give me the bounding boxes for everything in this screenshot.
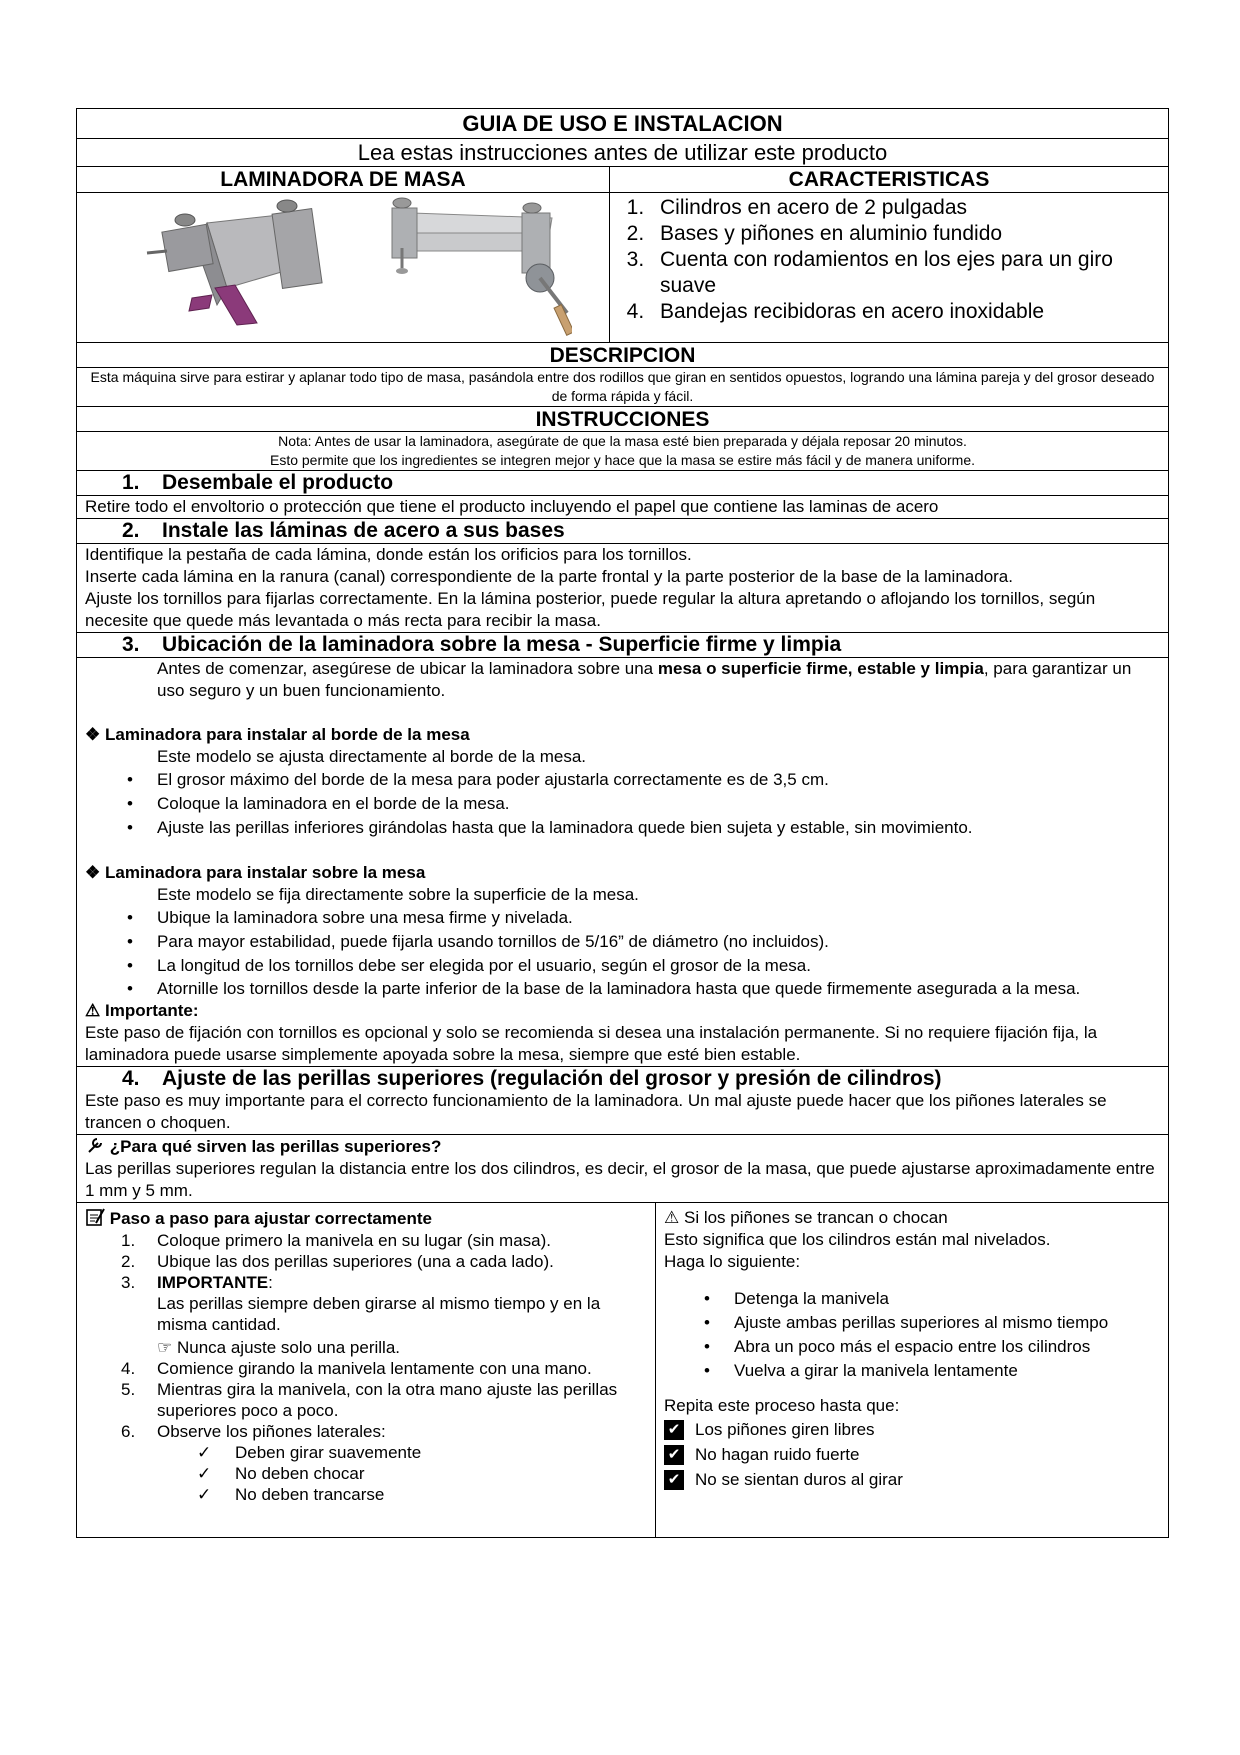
list-item: 4. Comience girando la manivela lentamente con una mano. (121, 1359, 592, 1378)
list-item: • Vuelva a girar la manivela lentamente (654, 1359, 1160, 1383)
warning-icon: ⚠ (85, 1001, 101, 1020)
trouble-list (654, 1287, 1160, 1383)
features-cell (610, 193, 1168, 342)
howto-heading (85, 1207, 647, 1230)
pointing-hand-icon: ☞ (157, 1338, 173, 1357)
step1-heading (76, 470, 1169, 495)
step-number: 2. (122, 519, 140, 542)
list-item: 1. Coloque primero la manivela en su lugar (sin masa). (121, 1231, 552, 1250)
feature-item: 2. Bases y piñones en aluminio fundido (650, 221, 1168, 247)
trouble-title: Si los piñones se trancan o chocan (683, 1208, 948, 1227)
step-number: 3. (122, 633, 140, 656)
checkbox-icon: ✔ (664, 1470, 684, 1490)
step-title: Ubicación de la laminadora sobre la mesa - Superficie firme y limpia (162, 633, 842, 656)
check-item: ✓ Deben girar suavemente (77, 1442, 647, 1463)
feature-item: 4. Bandejas recibidoras en acero inoxidable (650, 299, 1168, 325)
check-item: ✓ No deben trancarse (77, 1484, 647, 1505)
guide-document (76, 108, 1169, 1538)
edge-model-list (77, 768, 1160, 840)
table-model-title: Laminadora para instalar sobre la mesa (104, 863, 426, 882)
product-heading-row (76, 166, 1169, 192)
note-line: Nota: Antes de usar la laminadora, asegúrate de que la masa esté bien preparada y déjala reposar 20 minutos. (278, 433, 967, 449)
checkbox-icon: ✔ (664, 1420, 684, 1440)
edge-model-lead: Este modelo se ajusta directamente al borde de la mesa. (157, 747, 587, 766)
description-heading: DESCRIPCION (76, 342, 1169, 367)
product-row (76, 192, 1169, 342)
description-text: Esta máquina sirve para estirar y aplanar todo tipo de masa, pasándola entre dos rodillos que giran en sentidos opuestos, logrando una lámina pareja y del grosor deseado de forma rápida y fácil. (76, 367, 1169, 406)
trouble-line: Esto significa que los cilindros están mal nivelados. (664, 1230, 1051, 1249)
list-item: • El grosor máximo del borde de la mesa para poder ajustarla correctamente es de 3,5 cm. (77, 768, 1160, 792)
question-heading (85, 1135, 1160, 1158)
step3-body (76, 657, 1169, 1066)
list-item: • Coloque la laminadora en el borde de la mesa. (77, 792, 1160, 816)
howto-title: Paso a paso para ajustar correctamente (109, 1209, 432, 1228)
result-checks (664, 1417, 1160, 1492)
note-line: Esto permite que los ingredientes se integren mejor y hace que la masa se estire más fácil y de manera uniforme. (269, 452, 976, 468)
list-item: • Para mayor estabilidad, puede fijarla usando tornillos de 5/16” de diámetro (no incluidos). (77, 930, 1160, 954)
list-item: 3. IMPORTANTE: Las perillas siempre deben girarse al mismo tiempo y en la misma cantidad. ☞ Nunca ajuste solo una perilla. (121, 1273, 601, 1357)
page-subtitle: Lea estas instrucciones antes de utilizar este producto (76, 138, 1169, 166)
list-item: 6. Observe los piñones laterales: (121, 1422, 386, 1441)
wrench-icon (85, 1135, 105, 1155)
check-item: ✔ Los piñones giren libres (664, 1417, 1160, 1442)
intro-text: Antes de comenzar, asegúrese de ubicar la laminadora sobre una (157, 659, 658, 678)
trouble-cell (656, 1203, 1168, 1537)
checkbox-icon: ✔ (664, 1445, 684, 1465)
edge-model-heading (85, 724, 1160, 746)
step1-text: Retire todo el envoltorio o protección que tiene el producto incluyendo el papel que contiene las laminas de acero (76, 495, 1169, 518)
trouble-line: Haga lo siguiente: (664, 1252, 801, 1271)
product-images (77, 193, 610, 342)
repeat-text: Repita este proceso hasta que: (664, 1396, 900, 1415)
features-list (610, 195, 1168, 325)
step3-heading (76, 632, 1169, 657)
step3-intro (85, 658, 1160, 702)
gear-checks (77, 1442, 647, 1505)
important-title: Importante: (104, 1001, 199, 1020)
intro-text: , para garantizar un uso seguro y un buen funcionamiento. (157, 659, 1132, 700)
check-item: ✓ No deben chocar (77, 1463, 647, 1484)
important-text: Este paso de fijación con tornillos es opcional y solo se recomienda si desea una instalación permanente. Si no requiere fijación fija, la laminadora puede usarse simplemente apoyada sobre la mesa, siempre que esté bien estable. (85, 1023, 1098, 1064)
laminator-image-2 (372, 193, 572, 342)
list-item: • Ubique la laminadora sobre una mesa firme y nivelada. (77, 906, 1160, 930)
notepad-icon (85, 1207, 105, 1227)
instructions-note (76, 431, 1169, 470)
list-item: • Ajuste las perillas inferiores girándolas hasta que la laminadora quede bien sujeta y estable, sin movimiento. (77, 816, 1160, 840)
intro-bold: mesa o superficie firme, estable y limpia (657, 659, 984, 678)
list-item: 2. Ubique las dos perillas superiores (una a cada lado). (121, 1252, 554, 1271)
adjust-row (76, 1202, 1169, 1538)
step-title: Desembale el producto (162, 471, 394, 494)
list-item: 5. Mientras gira la manivela, con la otra mano ajuste las perillas superiores poco a poco. (121, 1380, 618, 1420)
step4-text: Este paso es muy importante para el correcto funcionamiento de la laminadora. Un mal ajuste puede hacer que los piñones laterales se trancen o choquen. (76, 1090, 1169, 1134)
list-item: • La longitud de los tornillos debe ser elegida por el usuario, según el grosor de la mesa. (77, 954, 1160, 978)
step2-line: Identifique la pestaña de cada lámina, donde están los orificios para los tornillos. (85, 545, 692, 564)
diamond-icon: ❖ (85, 863, 101, 882)
check-item: ✔ No se sientan duros al girar (664, 1467, 1160, 1492)
features-heading: CARACTERISTICAS (788, 168, 990, 191)
diamond-icon: ❖ (85, 725, 101, 744)
step2-body (76, 543, 1169, 632)
howto-steps (77, 1230, 647, 1442)
step2-line: Ajuste los tornillos para fijarlas correctamente. En la lámina posterior, puede regular la altura apretando o aflojando los tornillos, según necesite que quede más levantada o más recta para recibir la masa. (85, 589, 1096, 630)
question-text: Las perillas superiores regulan la distancia entre los dos cilindros, es decir, el grosor de la masa, que puede ajustarse aproximadamente entre 1 mm y 5 mm. (85, 1159, 1155, 1200)
product-name-heading: LAMINADORA DE MASA (77, 167, 610, 192)
list-item: • Abra un poco más el espacio entre los cilindros (654, 1335, 1160, 1359)
instructions-heading: INSTRUCCIONES (76, 406, 1169, 431)
feature-item: 1. Cilindros en acero de 2 pulgadas (650, 195, 1168, 221)
step-number: 4. (122, 1067, 140, 1090)
table-model-list (77, 906, 1160, 1000)
step4-heading (76, 1066, 1169, 1091)
question-title: ¿Para qué sirven las perillas superiores? (109, 1137, 442, 1156)
step-title: Ajuste de las perillas superiores (regulación del grosor y presión de cilindros) (162, 1067, 942, 1090)
trouble-heading (664, 1207, 1160, 1229)
hint: ☞ Nunca ajuste solo una perilla. (157, 1338, 401, 1357)
howto-cell (77, 1203, 656, 1537)
table-model-heading (85, 862, 1160, 884)
check-item: ✔ No hagan ruido fuerte (664, 1442, 1160, 1467)
important-heading (85, 1000, 1160, 1022)
step4-question (76, 1134, 1169, 1202)
list-item: • Ajuste ambas perillas superiores al mismo tiempo (654, 1311, 1160, 1335)
list-item: • Atornille los tornillos desde la parte inferior de la base de la laminadora hasta que quede firmemente asegurada a la mesa. (77, 978, 1160, 1000)
table-model-lead: Este modelo se fija directamente sobre la superficie de la mesa. (157, 885, 639, 904)
step2-line: Inserte cada lámina en la ranura (canal) correspondiente de la parte frontal y la parte posterior de la base de la laminadora. (85, 567, 1013, 586)
step2-heading (76, 518, 1169, 543)
page-title: GUIA DE USO E INSTALACION (76, 108, 1169, 138)
step-number: 1. (122, 471, 140, 494)
edge-model-title: Laminadora para instalar al borde de la mesa (104, 725, 470, 744)
list-item: • Detenga la manivela (654, 1287, 1160, 1311)
step-title: Instale las láminas de acero a sus bases (162, 519, 565, 542)
warning-icon: ⚠ (664, 1208, 680, 1227)
feature-item: 3. Cuenta con rodamientos en los ejes para un giro suave (650, 247, 1168, 299)
